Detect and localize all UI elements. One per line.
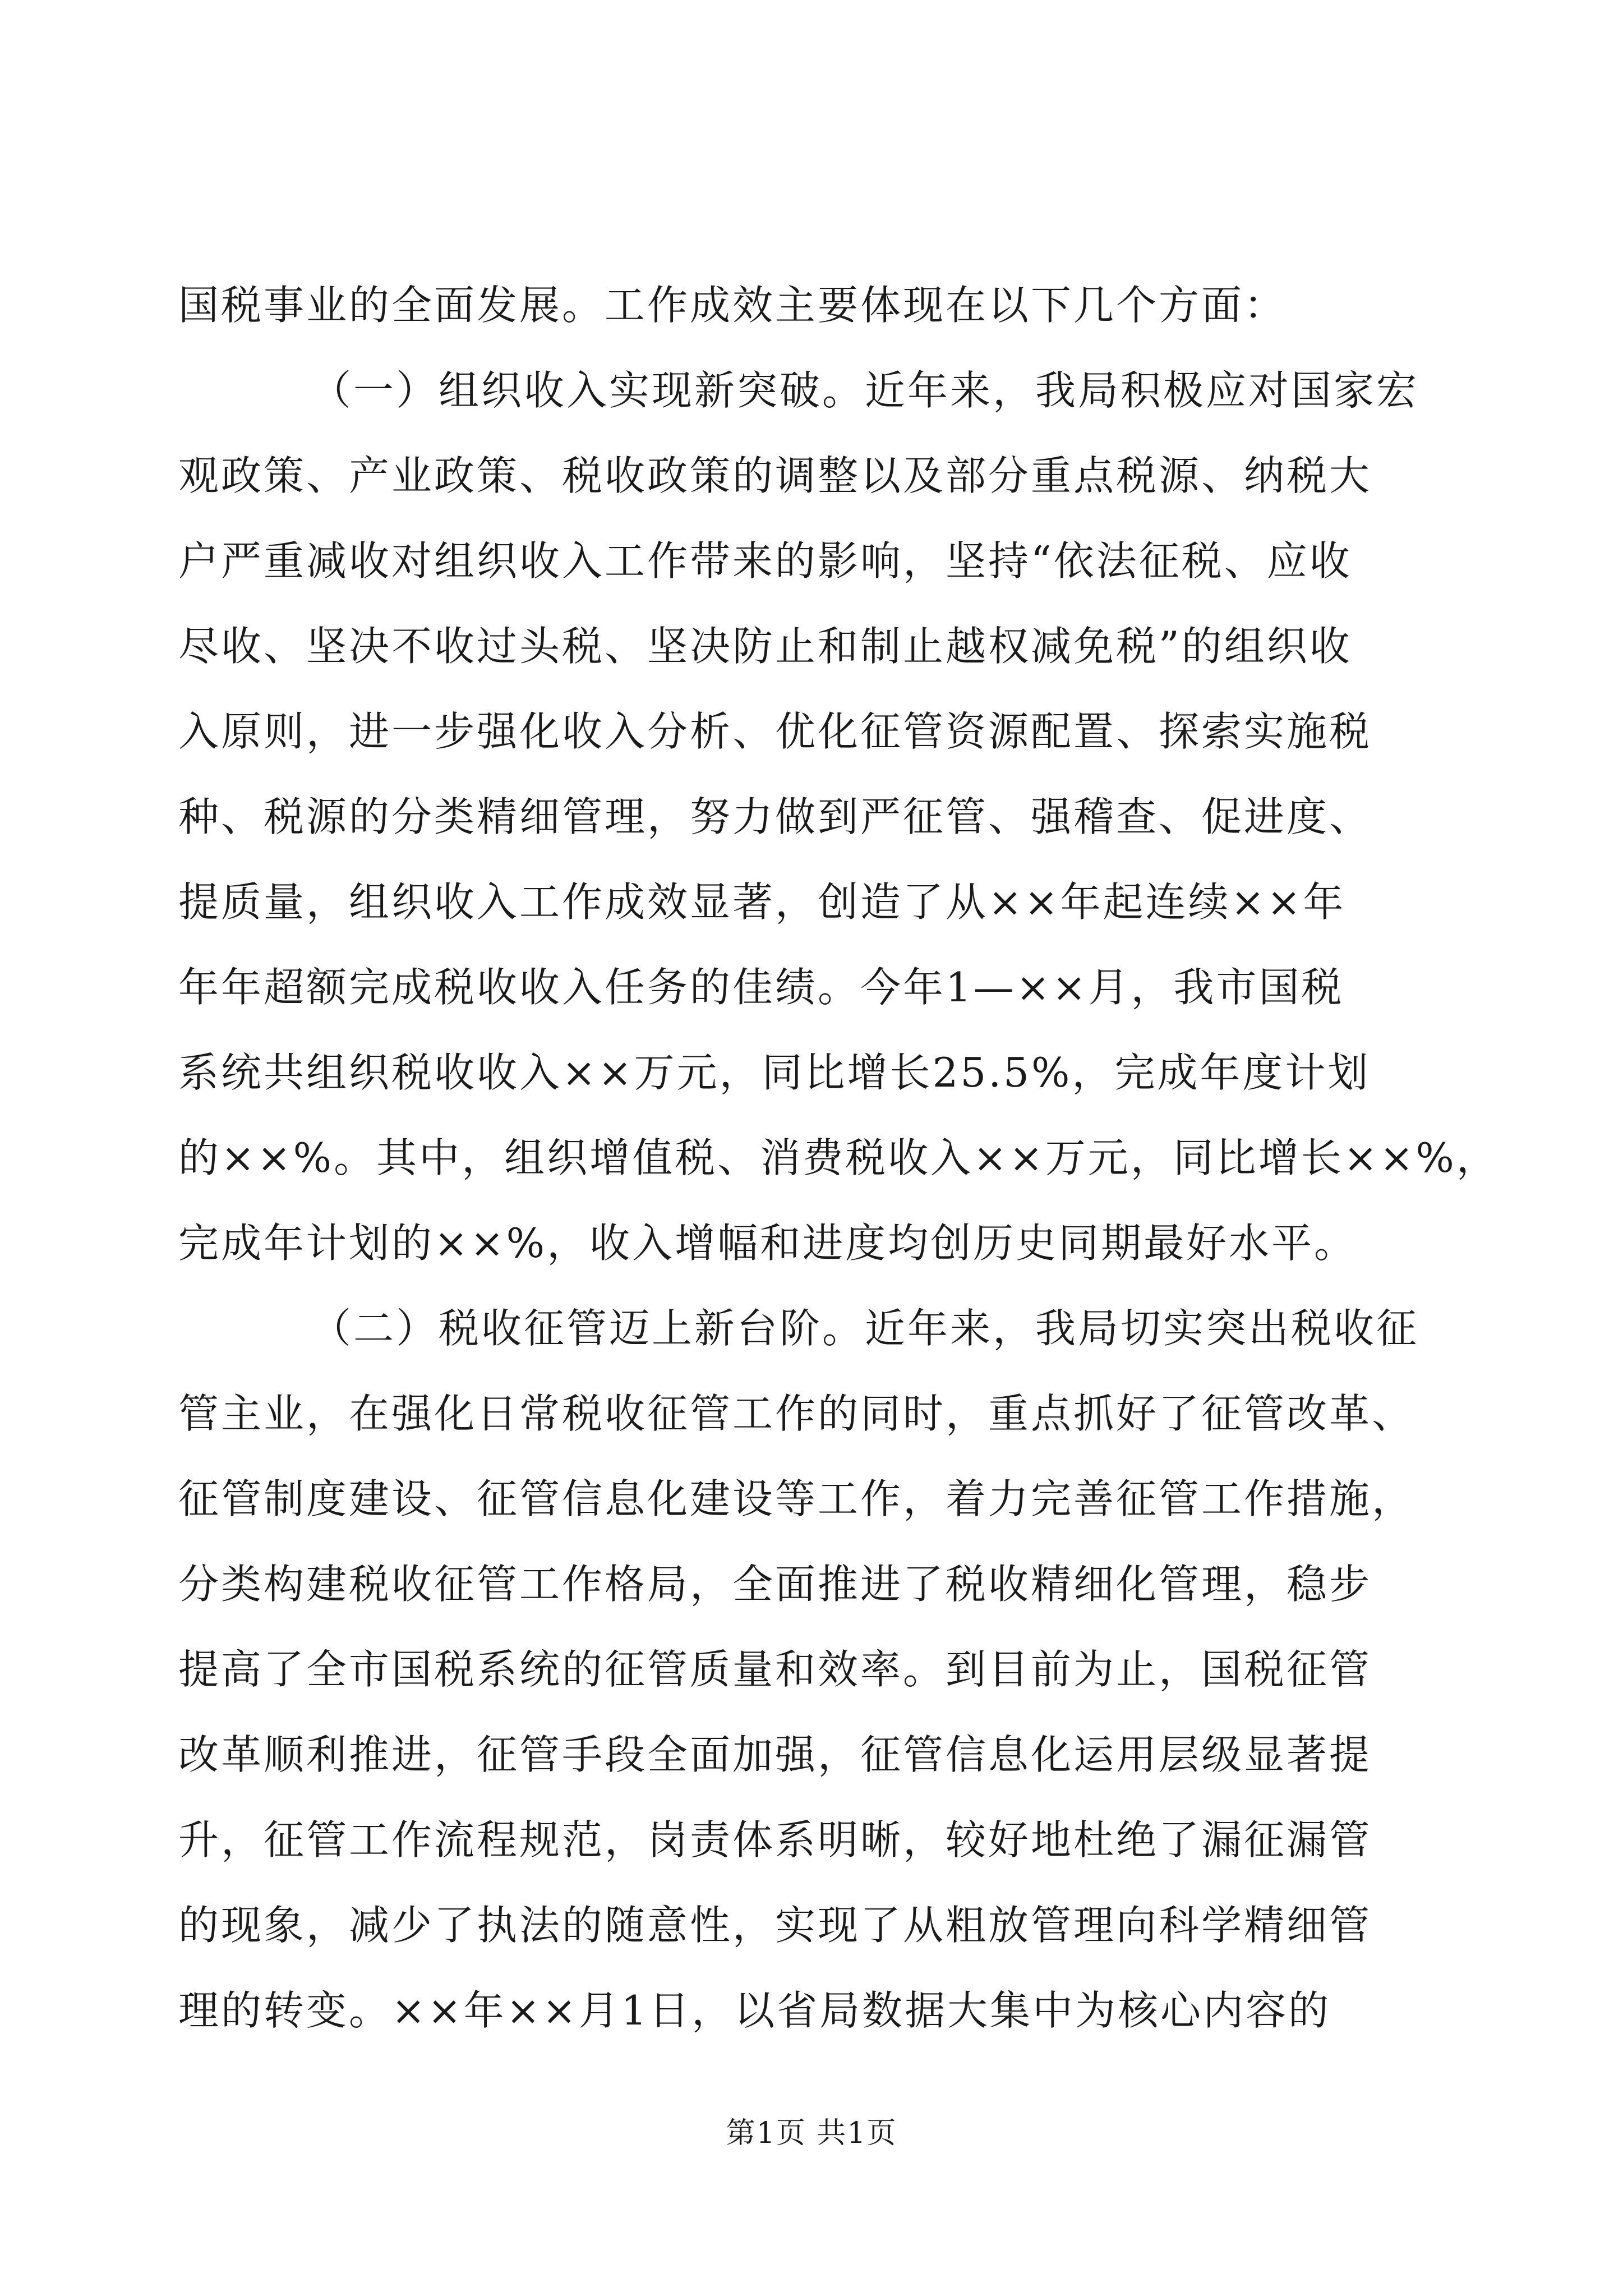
text-line: 尽收、坚决不收过头税、坚决防止和制止越权减免税”的组织收 [178,623,1352,670]
text-line: 入原则，进一步强化收入分析、优化征管资源配置、探索实施税 [178,708,1372,755]
text-line: 升，征管工作流程规范，岗责体系明晰，较好地杜绝了漏征漏管 [178,1816,1372,1864]
text-line: 提高了全市国税系统的征管质量和效率。到目前为止，国税征管 [178,1646,1372,1693]
paragraph-start-line: （一）组织收入实现新突破。近年来，我局积极应对国家宏 [311,367,1419,414]
text-line: 观政策、产业政策、税收政策的调整以及部分重点税源、纳税大 [178,452,1372,499]
paragraph-start-line: （二）税收征管迈上新台阶。近年来，我局切实突出税收征 [311,1305,1419,1352]
text-line: 年年超额完成税收收入任务的佳绩。今年1—××月，我市国税 [178,964,1344,1011]
text-line: 理的转变。××年××月1日，以省局数据大集中为核心内容的 [178,1987,1331,2034]
text-line: 种、税源的分类精细管理，努力做到严征管、强稽查、促进度、 [178,793,1372,840]
text-line: 系统共组织税收收入××万元，同比增长25.5%，完成年度计划 [178,1049,1371,1096]
text-line: 户严重减收对组织收入工作带来的影响，坚持“依法征税、应收 [178,537,1352,585]
text-line: 完成年计划的××%，收入增幅和进度均创历史同期最好水平。 [178,1220,1357,1267]
text-line: 的××%。其中，组织增值税、消费税收入××万元，同比增长××%， [178,1134,1499,1181]
text-line: 征管制度建设、征管信息化建设等工作，着力完善征管工作措施， [178,1475,1415,1522]
text-line: 分类构建税收征管工作格局，全面推进了税收精细化管理，稳步 [178,1561,1372,1608]
document-body [178,263,1499,2053]
text-line: 国税事业的全面发展。工作成效主要体现在以下几个方面： [178,282,1287,329]
text-line: 的现象，减少了执法的随意性，实现了从粗放管理向科学精细管 [178,1902,1372,1949]
text-line: 提质量，组织收入工作成效显著，创造了从××年起连续××年 [178,878,1346,926]
text-line: 改革顺利推进，征管手段全面加强，征管信息化运用层级显著提 [178,1731,1372,1778]
text-line: 管主业，在强化日常税收征管工作的同时，重点抓好了征管改革、 [178,1390,1415,1437]
page-number-footer: 第1页 共1页 [726,2116,897,2150]
